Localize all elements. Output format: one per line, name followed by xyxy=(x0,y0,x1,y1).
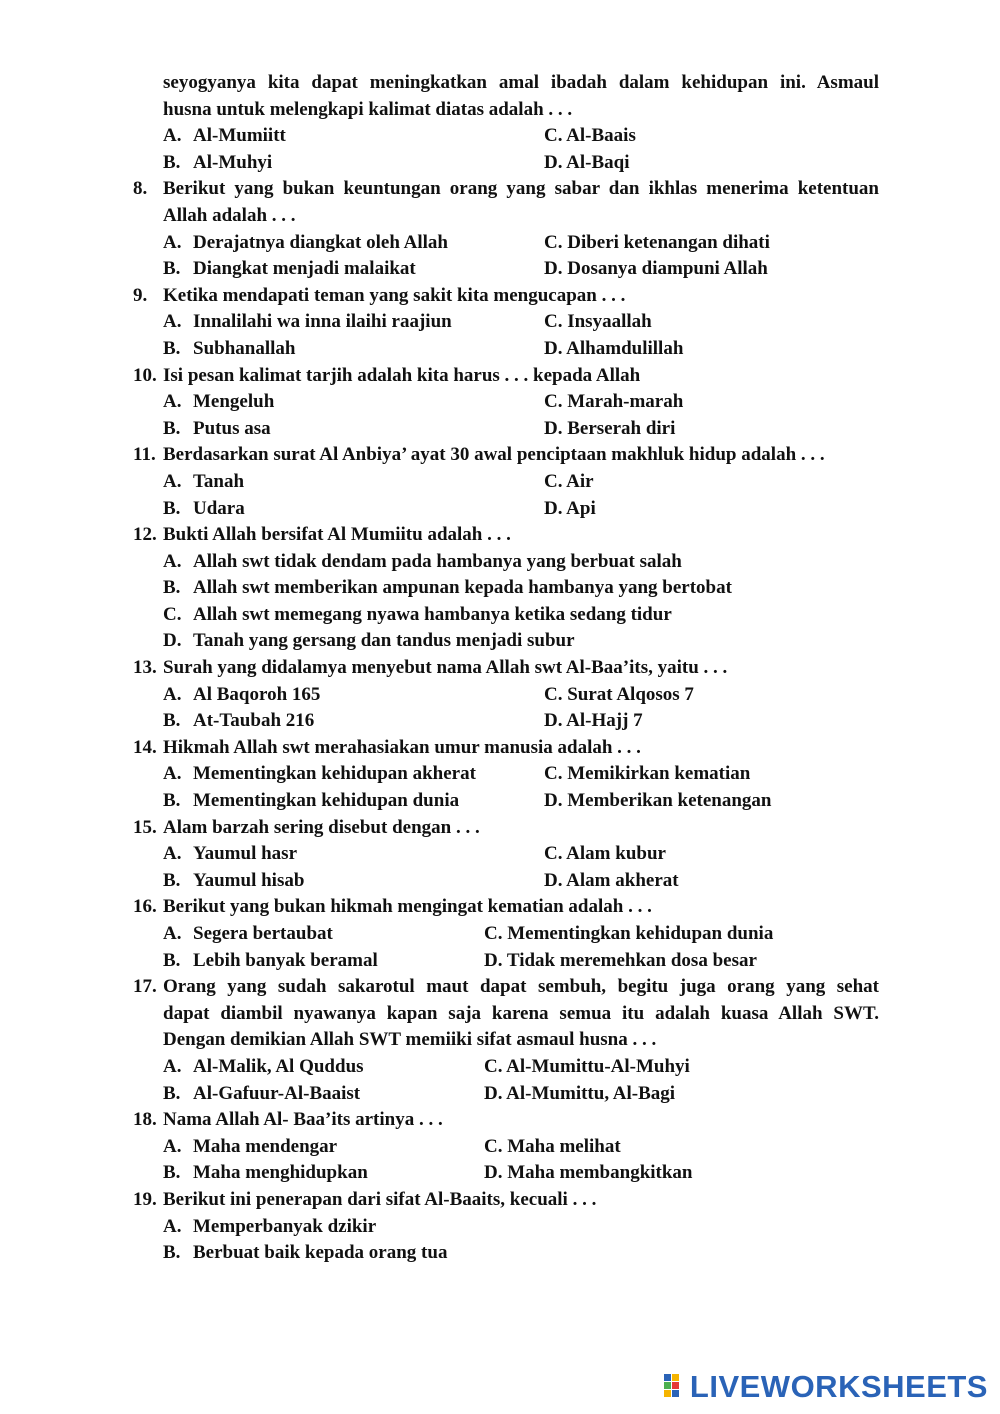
question-9-text: 9. Ketika mendapati teman yang sakit kita mengucapan . . . xyxy=(133,284,626,306)
option-d[interactable]: D. Alam akherat xyxy=(544,869,679,891)
option-d[interactable]: D. Api xyxy=(544,497,596,519)
option-d[interactable]: D. Maha membangkitkan xyxy=(484,1162,693,1184)
option-b[interactable]: B. Berbuat baik kepada orang tua xyxy=(163,1242,448,1264)
option-b[interactable]: B. Subhanallah xyxy=(163,337,296,359)
question-17-text-line-1: 17. Orang yang sudah sakarotul maut dapat sembuh, begitu juga orang yang sehat xyxy=(133,976,879,998)
question-8-text-line-1: 8. Berikut yang bukan keuntungan orang yang sabar dan ikhlas menerima ketentuan xyxy=(133,178,879,200)
option-b[interactable]: B. Yaumul hisab xyxy=(163,869,305,891)
option-a[interactable]: A. Maha mendengar xyxy=(163,1135,338,1157)
worksheet-page xyxy=(133,70,879,1267)
question-8-options-row-1 xyxy=(133,230,879,257)
question-7-options-row-2 xyxy=(133,150,879,177)
option-a[interactable]: A. Mengeluh xyxy=(163,391,275,413)
option-c[interactable]: C. Al-Mumittu-Al-Muhyi xyxy=(484,1055,690,1077)
option-d[interactable]: D. Tidak meremehkan dosa besar xyxy=(484,949,757,971)
option-b[interactable]: B. Putus asa xyxy=(163,417,271,439)
question-12-text: 12. Bukti Allah bersifat Al Mumiitu adalah . . . xyxy=(133,524,511,546)
option-b[interactable]: B. Udara xyxy=(163,497,245,519)
question-7-text-line-2: husna untuk melengkapi kalimat diatas adalah . . . xyxy=(163,98,573,120)
option-a[interactable]: A. Al-Mumiitt xyxy=(163,125,286,147)
option-c[interactable]: C. Maha melihat xyxy=(484,1135,621,1157)
option-b[interactable]: B. Al-Gafuur-Al-Baaist xyxy=(163,1082,361,1104)
question-14-text: 14. Hikmah Allah swt merahasiakan umur manusia adalah . . . xyxy=(133,736,641,758)
question-17-text-line-3: Dengan demikian Allah SWT memiiki sifat asmaul husna . . . xyxy=(163,1029,657,1051)
option-a[interactable]: A. Al Baqoroh 165 xyxy=(163,683,321,705)
question-17-options-row-1 xyxy=(133,1054,879,1081)
question-19-text: 19. Berikut ini penerapan dari sifat Al-Baaits, kecuali . . . xyxy=(133,1188,597,1210)
option-b[interactable]: B. Al-Muhyi xyxy=(163,151,273,173)
question-16-options-row-1 xyxy=(133,921,879,948)
option-c[interactable]: C. Al-Baais xyxy=(544,125,636,147)
option-a[interactable]: A. Mementingkan kehidupan akherat xyxy=(163,763,476,785)
liveworksheets-logo-icon xyxy=(664,1374,688,1400)
question-13-text: 13. Surah yang didalamya menyebut nama Allah swt Al-Baa’its, yaitu . . . xyxy=(133,657,728,679)
option-a[interactable]: A. Segera bertaubat xyxy=(163,923,333,944)
question-10-options-row-1 xyxy=(133,389,879,416)
question-13-options-row-2 xyxy=(133,708,879,735)
option-a[interactable]: A. Derajatnya diangkat oleh Allah xyxy=(163,231,448,253)
option-b[interactable]: B. At-Taubah 216 xyxy=(163,710,315,732)
question-15-options-row-1 xyxy=(133,841,879,868)
question-16-text: 16. Berikut yang bukan hikmah mengingat kematian adalah . . . xyxy=(133,896,652,918)
question-17-text-line-2: dapat diambil nyawanya kapan saja karena semua itu adalah kuasa Allah SWT. xyxy=(163,1002,879,1024)
option-a[interactable]: A. Yaumul hasr xyxy=(163,843,297,865)
question-18-text: 18. Nama Allah Al- Baa’its artinya . . . xyxy=(133,1109,443,1131)
option-c[interactable]: C. Marah-marah xyxy=(544,391,684,413)
option-d[interactable]: D. Tanah yang gersang dan tandus menjadi subur xyxy=(163,630,575,652)
option-c[interactable]: C. Mementingkan kehidupan dunia xyxy=(484,923,774,944)
question-14-options-row-1 xyxy=(133,761,879,788)
question-17-options-row-2 xyxy=(133,1081,879,1108)
option-c[interactable]: C. Alam kubur xyxy=(544,843,666,865)
question-9-options-row-1 xyxy=(133,309,879,336)
option-d[interactable]: D. Memberikan ketenangan xyxy=(544,790,772,812)
question-18-options-row-1 xyxy=(133,1134,879,1161)
option-a[interactable]: A. Tanah xyxy=(163,470,245,492)
option-c[interactable]: C. Surat Alqosos 7 xyxy=(544,683,694,705)
option-d[interactable]: D. Alhamdulillah xyxy=(544,337,684,359)
option-a[interactable]: A. Al-Malik, Al Quddus xyxy=(163,1055,364,1077)
question-7-options-row-1 xyxy=(133,123,879,150)
option-c[interactable]: C. Memikirkan kematian xyxy=(544,763,751,785)
question-11-text: 11. Berdasarkan surat Al Anbiya’ ayat 30 awal penciptaan makhluk hidup adalah . . . xyxy=(133,444,825,466)
option-a[interactable]: A. Memperbanyak dzikir xyxy=(163,1215,377,1237)
question-13-options-row-1 xyxy=(133,682,879,709)
question-11-options-row-2 xyxy=(133,496,879,523)
option-c[interactable]: C. Air xyxy=(544,470,594,492)
option-d[interactable]: D. Dosanya diampuni Allah xyxy=(544,258,768,280)
option-b[interactable]: B. Lebih banyak beramal xyxy=(163,949,378,971)
option-d[interactable]: D. Al-Hajj 7 xyxy=(544,710,643,732)
option-a[interactable]: A. Innalilahi wa inna ilaihi raajiun xyxy=(163,311,452,333)
question-8-text-line-2: Allah adalah . . . xyxy=(163,204,296,226)
option-b[interactable]: B. Mementingkan kehidupan dunia xyxy=(163,790,460,812)
option-b[interactable]: B. Allah swt memberikan ampunan kepada hambanya yang bertobat xyxy=(163,577,732,599)
question-16-options-row-2 xyxy=(133,948,879,975)
option-c[interactable]: C. Allah swt memegang nyawa hambanya ketika sedang tidur xyxy=(163,603,672,625)
option-c[interactable]: C. Diberi ketenangan dihati xyxy=(544,231,770,253)
option-c[interactable]: C. Insyaallah xyxy=(544,311,652,333)
question-15-text: 15. Alam barzah sering disebut dengan . . . xyxy=(133,816,480,838)
question-18-options-row-2 xyxy=(133,1160,879,1187)
question-14-options-row-2 xyxy=(133,788,879,815)
option-b[interactable]: B. Maha menghidupkan xyxy=(163,1162,368,1184)
option-a[interactable]: A. Allah swt tidak dendam pada hambanya yang berbuat salah xyxy=(163,550,682,572)
question-10-text: 10. Isi pesan kalimat tarjih adalah kita harus . . . kepada Allah xyxy=(133,364,641,386)
question-9-options-row-2 xyxy=(133,336,879,363)
option-d[interactable]: D. Al-Mumittu, Al-Bagi xyxy=(484,1082,676,1104)
liveworksheets-logo[interactable] xyxy=(664,1370,988,1404)
question-7-text-line-1: seyogyanya kita dapat meningkatkan amal ibadah dalam kehidupan ini. Asmaul xyxy=(163,72,879,93)
liveworksheets-logo-text: LIVEWORKSHEETS xyxy=(689,1369,988,1404)
option-d[interactable]: D. Al-Baqi xyxy=(544,151,630,173)
question-8-options-row-2 xyxy=(133,256,879,283)
question-10-options-row-2 xyxy=(133,416,879,443)
option-d[interactable]: D. Berserah diri xyxy=(544,417,676,439)
question-15-options-row-2 xyxy=(133,868,879,895)
question-11-options-row-1 xyxy=(133,469,879,496)
option-b[interactable]: B. Diangkat menjadi malaikat xyxy=(163,258,416,280)
